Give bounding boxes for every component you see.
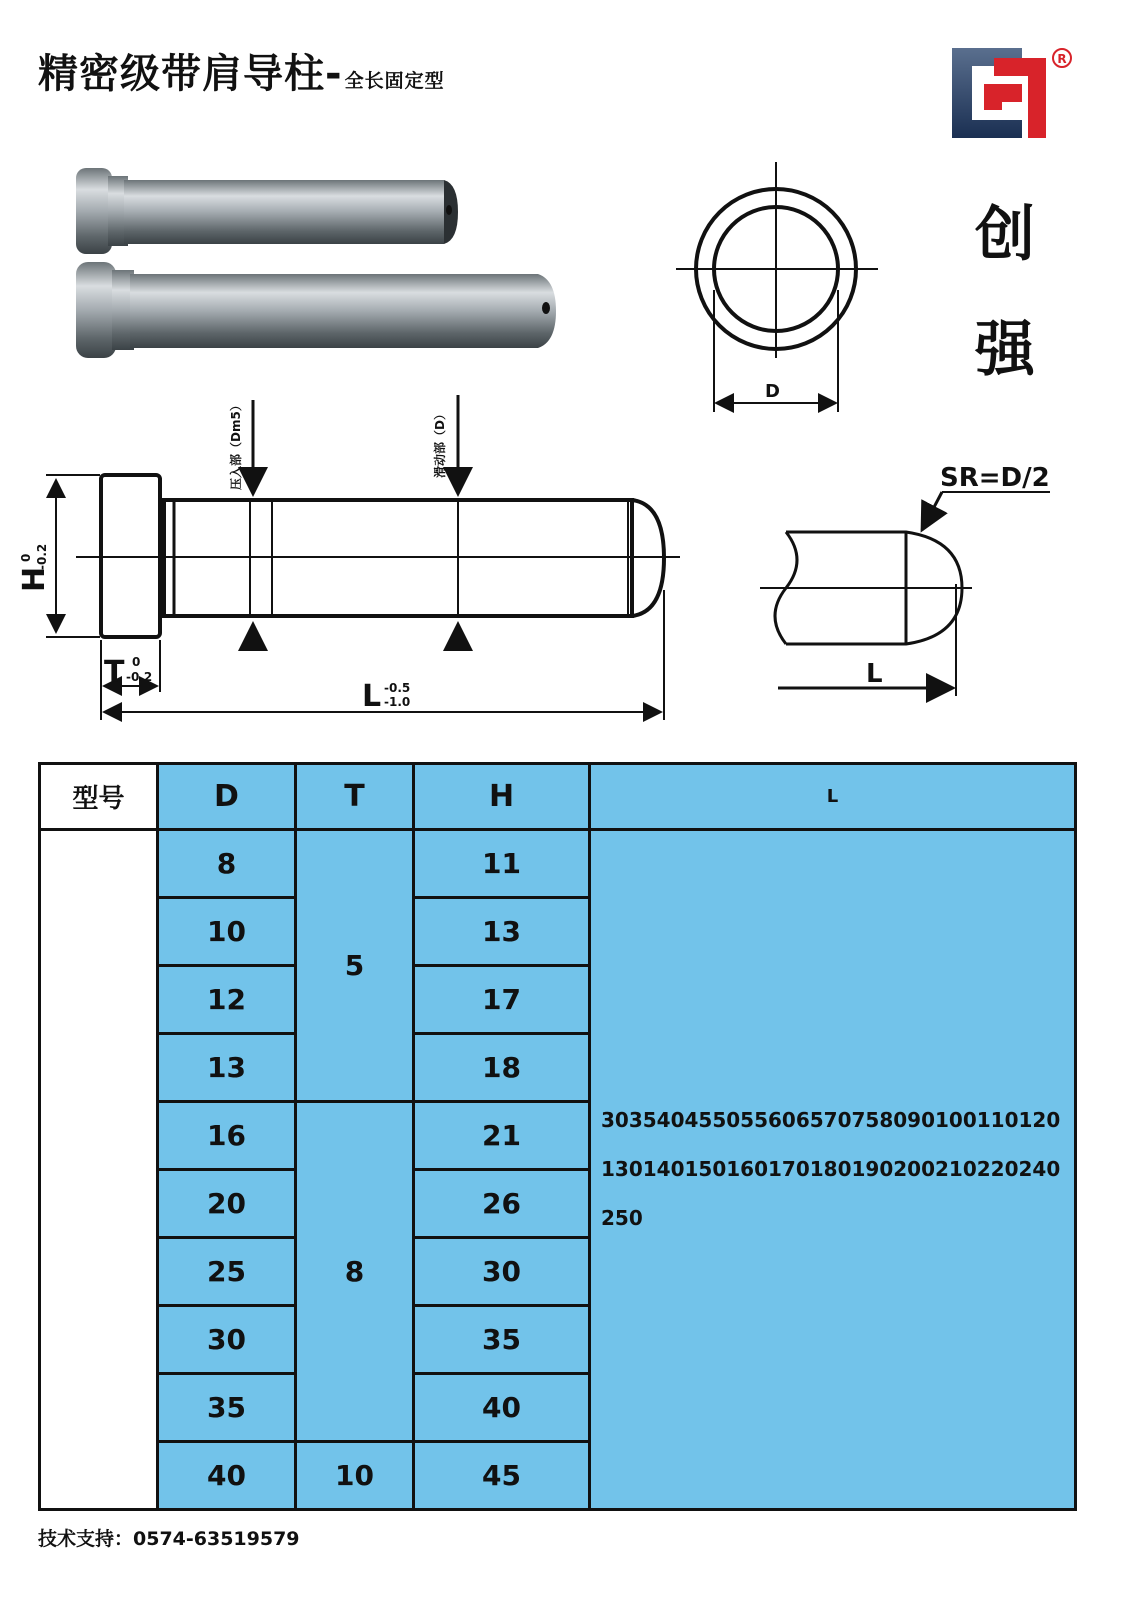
d-cell: 13 [158,1034,296,1102]
title-sub: 全长固定型 [344,70,445,92]
brand-char-1: 创 [975,200,1035,270]
l-tol-top: -0.5 [384,681,411,695]
circle-d-label: D [765,381,780,402]
technical-drawings [0,0,1131,740]
d-cell: 20 [158,1170,296,1238]
d-cell: 35 [158,1374,296,1442]
press-fit-label: 压入部（Dm5） [229,399,243,490]
d-cell: 25 [158,1238,296,1306]
table-row [40,830,1076,898]
spec-table [38,762,1077,1511]
d-cell: 8 [158,830,296,898]
h-tol-top: 0 [19,553,33,562]
d-cell: 12 [158,966,296,1034]
header-l: L [590,764,1076,830]
h-cell: 18 [414,1034,590,1102]
t-tol-bottom: -0.2 [126,670,153,684]
h-cell: 40 [414,1374,590,1442]
table-header-row [40,764,1076,830]
product-photo [76,168,556,358]
end-l-label: L [866,659,883,689]
h-cell: 21 [414,1102,590,1170]
header-t: T [296,764,414,830]
footer-support: 技术支持：0574-63519579 [38,1528,300,1550]
header-model: 型号 [40,764,158,830]
t-dim-label: T [104,655,125,690]
h-cell: 13 [414,898,590,966]
t-cell: 5 [296,830,414,1102]
h-dim-label: H [17,566,52,592]
t-cell: 10 [296,1442,414,1510]
d-cell: 16 [158,1102,296,1170]
sliding-label: 滑动部（D） [433,408,447,478]
d-cell: 10 [158,898,296,966]
header-d: D [158,764,296,830]
l-dim-label: L [362,679,382,714]
title-main: 精密级带肩导柱- [38,51,343,97]
h-cell: 11 [414,830,590,898]
d-cell: 40 [158,1442,296,1510]
h-cell: 30 [414,1238,590,1306]
h-cell: 26 [414,1170,590,1238]
h-cell: 17 [414,966,590,1034]
registered-mark: R [1057,52,1067,66]
sr-label: SR=D/2 [940,463,1050,493]
l-tol-bottom: -1.0 [384,695,411,709]
h-cell: 35 [414,1306,590,1374]
end-view [760,492,1050,696]
brand-char-2: 强 [975,315,1035,385]
t-tol-top: 0 [132,655,141,669]
circle-view [676,162,878,412]
h-tol-bottom: -0.2 [35,543,49,570]
h-cell: 45 [414,1442,590,1510]
header-h: H [414,764,590,830]
d-cell: 30 [158,1306,296,1374]
t-cell: 8 [296,1102,414,1442]
model-cell [40,830,158,1510]
l-values-cell: 303540455055606570758090100110120130140150160170180190200210220240250 [590,830,1076,1510]
